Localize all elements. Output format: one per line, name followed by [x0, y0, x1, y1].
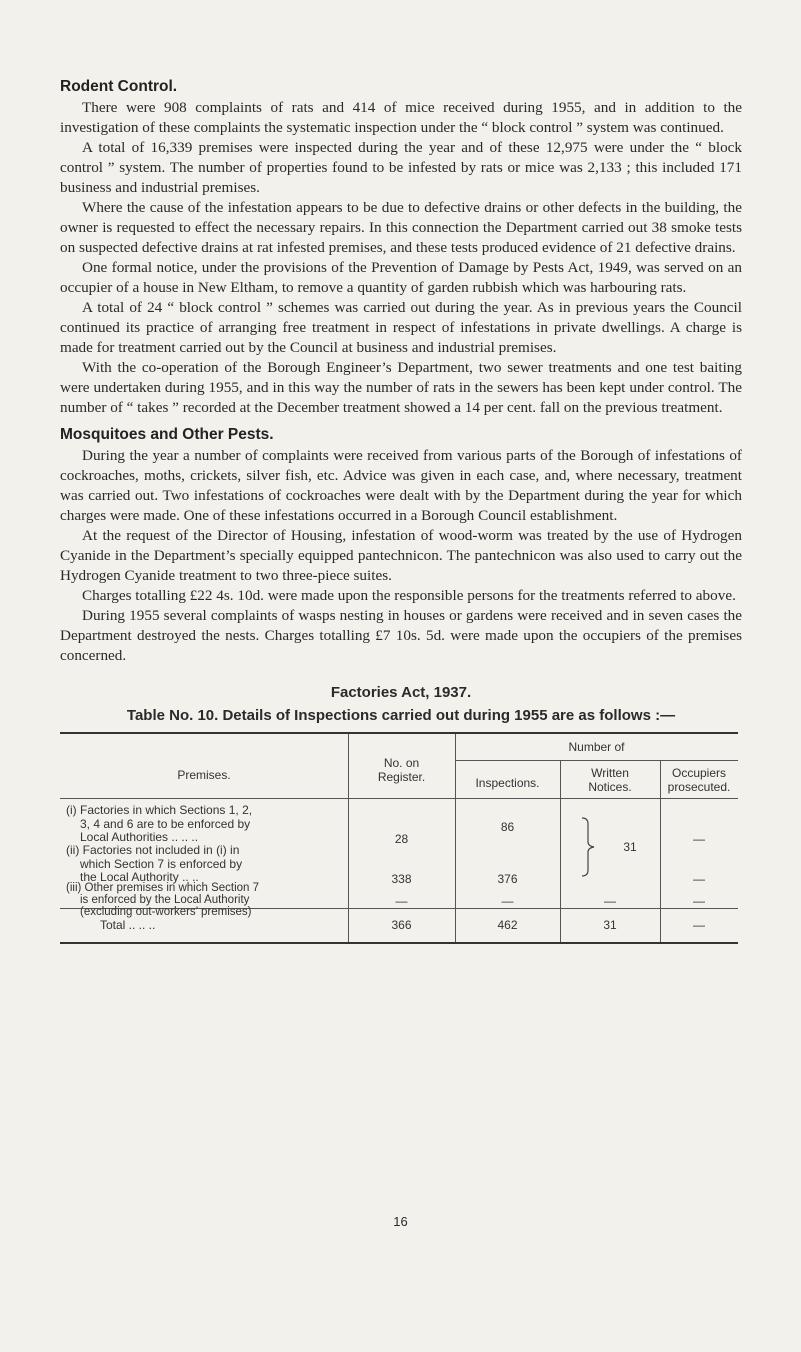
header-register-line-2: Register.: [377, 770, 426, 784]
inspections-table: [60, 732, 738, 944]
header-subrule: [455, 760, 738, 761]
rodent-para-5: A total of 24 “ block control ” schemes was carried out during the year. As in previous years the Council continued its practice of arranging free treatment in respect of infestations in private dwellings. A charge is made for treatment carried out by the Council at business and industrial premises.: [60, 299, 742, 356]
rodent-para-4: One formal notice, under the provisions of the Prevention of Damage by Pests Act, 1949, was served on an occupier of a house in New Eltham, to remove a quantity of garden rubbish which was harbouring rats.: [60, 259, 742, 296]
header-inspections: Inspections.: [475, 776, 540, 790]
total-register: 366: [391, 918, 412, 932]
header-premises: Premises.: [177, 768, 231, 782]
header-occupiers-prosecuted: [660, 766, 738, 794]
row-1-register: 28: [394, 832, 409, 846]
row-1-inspections: 86: [500, 820, 515, 834]
mosquitoes-para-3: Charges totalling £22 4s. 10d. were made upon the responsible persons for the treatments referred to above.: [82, 587, 736, 604]
row-2-register: 338: [391, 872, 412, 886]
row-2-line-2: which Section 7 is enforced by: [80, 856, 243, 871]
factories-title: Factories Act, 1937.: [330, 684, 472, 701]
table-bottom-rule: [60, 942, 738, 944]
total-occupiers: —: [693, 918, 705, 932]
row-2-inspections: 376: [497, 872, 518, 886]
header-register-line-1: No. on: [383, 756, 420, 770]
mosquitoes-para-2: At the request of the Director of Housing, infestation of wood-worm was treated by the use of Hydrogen Cyanide in the Department’s specially equipped pantechnicon. The pantechnicon was also used to carry out the Hydrogen Cyanide treatment to two three-piece suites.: [60, 527, 742, 584]
header-register: [348, 756, 455, 784]
row-1-line-3: Local Authorities .. .. ..: [80, 830, 199, 844]
row-1-occupiers: —: [693, 832, 705, 846]
header-number-of: Number of: [568, 740, 625, 754]
table-row-2-premises: [66, 844, 348, 885]
rodent-para-1: There were 908 complaints of rats and 414 of mice received during 1955, and in addition to the investigation of these complaints the systematic inspection under the “ block control ” system was continued.: [60, 99, 742, 136]
row-2-line-3: the Local Authority .. ..: [80, 870, 199, 884]
table-row-3-premises: [66, 882, 348, 918]
rodent-para-6: With the co-operation of the Borough Engineer’s Department, two sewer treatments and one test baiting were undertaken during 1955, and in this way the number of rats in the sewers has been kept under control. The number of “ takes ” recorded at the December treatment showed a 14 per cent. fall on the previous treatment.: [60, 359, 742, 416]
page-number: 16: [393, 1214, 408, 1229]
row-3-line-2: is enforced by the Local Authority: [80, 894, 250, 906]
header-written-notices: [560, 766, 660, 794]
header-written-line-1: Written: [591, 766, 629, 780]
row-2-line-1: (ii) Factories not included in (i) in: [66, 843, 240, 857]
page-content: [60, 78, 742, 944]
header-rule: [60, 798, 738, 799]
row-3-register: —: [395, 894, 408, 908]
row-3-inspections: —: [501, 894, 514, 908]
row-1-line-2: 3, 4 and 6 are to be enforced by: [80, 816, 251, 831]
mosquitoes-para-1: During the year a number of complaints were received from various parts of the Borough of infestations of cockroaches, moths, crickets, silver fish, etc. Advice was given in each case, and, where necessary, treatment was carried out. Two infestations of cockroaches were dealt with by the Department during the year for which charges were made. One of these infestations occurred in a Borough Council establishment.: [60, 447, 742, 524]
total-inspections: 462: [497, 918, 518, 932]
rodent-heading: Rodent Control.: [60, 78, 178, 95]
total-label: Total .. .. ..: [100, 918, 156, 932]
col-divider: [455, 734, 456, 942]
row-2-occupiers: —: [693, 872, 705, 886]
header-occupiers-line-2: prosecuted.: [667, 780, 731, 794]
row-3-occupiers: —: [693, 894, 705, 908]
table-top-rule: [60, 732, 738, 734]
header-occupiers-line-1: Occupiers: [671, 766, 727, 780]
mosquitoes-heading: Mosquitoes and Other Pests.: [60, 426, 274, 443]
row-1-line-1: (i) Factories in which Sections 1, 2,: [66, 803, 253, 817]
mosquitoes-para-4: During 1955 several complaints of wasps nesting in houses or gardens were received and in seven cases the Department destroyed the nests. Charges totalling £7 10s. 5d. were made upon the occupiers of the premises concerned.: [60, 607, 742, 664]
total-written: 31: [603, 918, 617, 932]
row-3-line-3: (excluding out-workers’ premises): [80, 906, 252, 918]
written-notices-combined: 31: [623, 840, 637, 854]
row-3-written: —: [604, 894, 616, 908]
row-3-line-1: (iii) Other premises in which Section 7: [66, 882, 260, 894]
header-written-line-2: Notices.: [588, 780, 632, 794]
table-row-1-premises: [66, 804, 348, 845]
rodent-para-3: Where the cause of the infestation appears to be due to defective drains or other defects in the building, the owner is requested to effect the necessary repairs. In this connection the Department carried out 38 smoke tests on suspected defective drains at rat infested premises, and these tests produced evidence of 21 defective drains.: [60, 199, 742, 256]
table-caption: Table No. 10. Details of Inspections carried out during 1955 are as follows :—: [126, 707, 676, 724]
rodent-para-2: A total of 16,339 premises were inspected during the year and of these 12,975 were under the “ block control ” system. The number of properties found to be infested by rats or mice was 2,133 ; this included 171 business and industrial premises.: [60, 139, 742, 196]
